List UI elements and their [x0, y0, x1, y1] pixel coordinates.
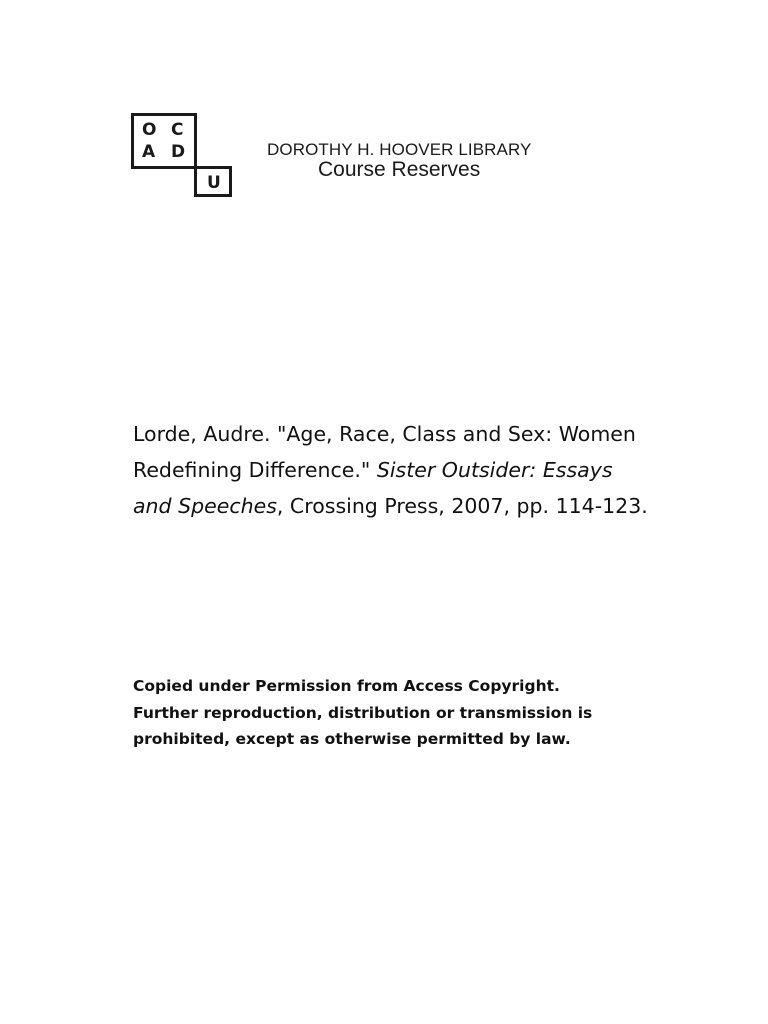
notice-line-3: prohibited, except as otherwise permitted by law.	[133, 730, 571, 748]
logo-main-box	[131, 113, 197, 169]
logo-letter-a: A	[142, 142, 156, 162]
citation-book-title: Sister Outsider: Essays and Speeches	[133, 458, 613, 518]
citation	[133, 416, 653, 524]
logo-letter-u: U	[207, 173, 221, 193]
citation-text-start: Lorde, Audre. "Age, Race, Class and Sex: Women Redefining Difference."	[133, 422, 636, 482]
logo-letter-d: D	[171, 142, 186, 162]
ocadu-logo	[131, 113, 232, 197]
library-name: DOROTHY H. HOOVER LIBRARY	[267, 140, 532, 159]
copyright-notice	[133, 673, 693, 753]
course-reserves-title: Course Reserves	[318, 158, 481, 181]
notice-line-2: Further reproduction, distribution or transmission is	[133, 703, 593, 722]
citation-text-end: , Crossing Press, 2007, pp. 114-123.	[276, 494, 648, 518]
logo-letter-o: O	[142, 120, 157, 140]
notice-line-1: Copied under Permission from Access Copyright.	[133, 677, 560, 695]
logo-letter-c: C	[171, 120, 184, 140]
